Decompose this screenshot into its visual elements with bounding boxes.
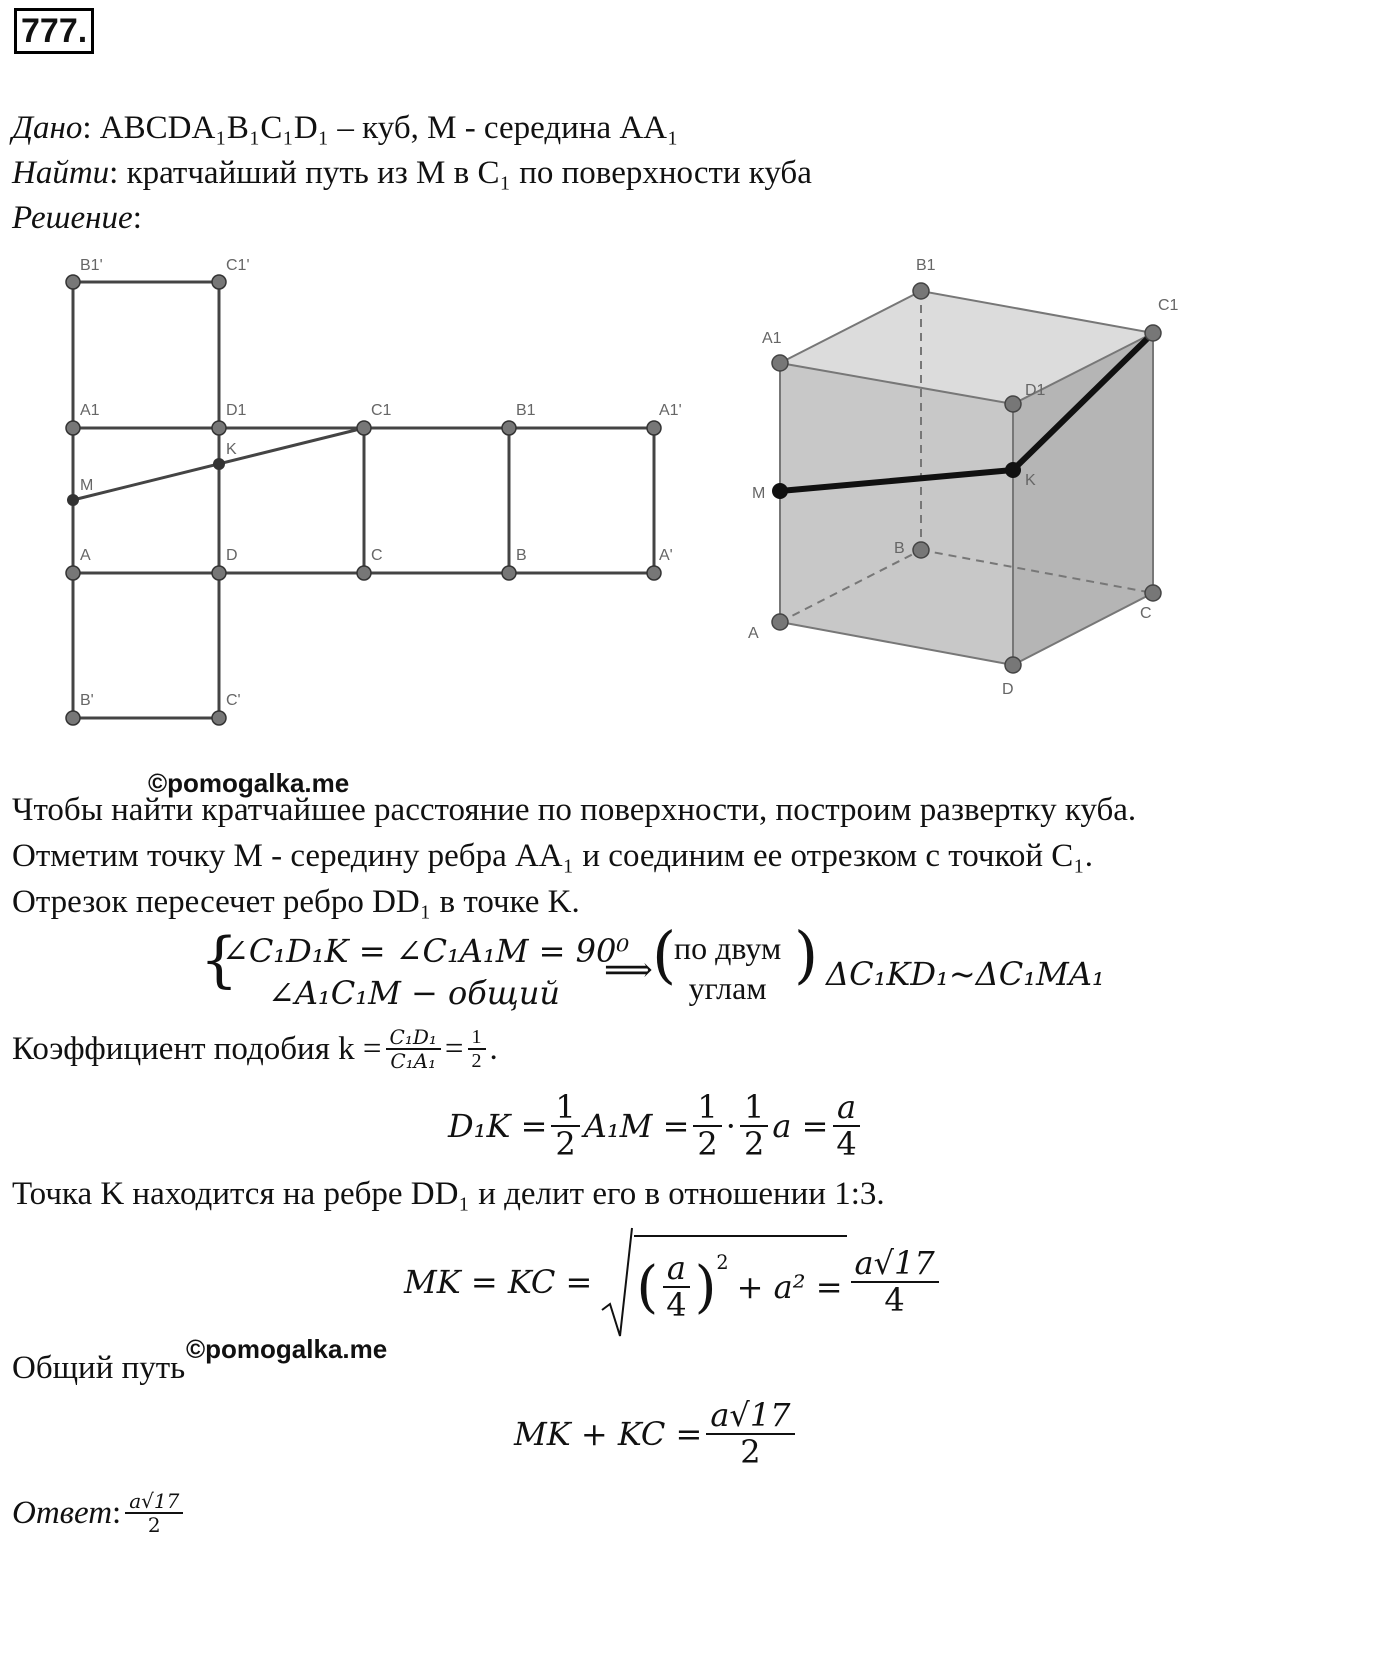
cube-label-d: D — [1002, 681, 1014, 698]
find-label: Найти — [12, 155, 110, 191]
paren-line-1: по двум — [674, 930, 782, 966]
net-point-c1p — [212, 275, 226, 289]
sqrt-sign — [600, 1224, 634, 1340]
net-label-c: C — [371, 547, 383, 564]
half-fraction-2: $\frac{1}{2}$ — [693, 1090, 721, 1162]
paren-right: ) — [794, 918, 819, 991]
given-label: Дано — [12, 110, 83, 146]
cube-point-a1 — [772, 355, 788, 371]
coefficient-line: Коэффициент подобия k = $\frac{\text{C₁D₁}}{\text{C₁A₁}}$ = $\frac{1}{2}$ . — [12, 1025, 498, 1073]
given-text: : ABCDA₁B₁C₁D₁ – куб, M - середина AA₁ — [82, 110, 679, 146]
d1k-equation — [448, 1090, 865, 1162]
answer-line: Ответ : $\frac{a√17}{2}$ — [12, 1490, 187, 1536]
net-label-cp: C' — [226, 692, 241, 709]
net-label-m: M — [80, 477, 94, 494]
net-label-ap: A' — [659, 547, 673, 564]
net-point-a — [66, 566, 80, 580]
system-brace: { — [200, 925, 239, 995]
point-k-text: Точка K находится на ребре DD₁ и делит его в отношении 1:3. — [12, 1176, 885, 1212]
coef-eq: = — [444, 1031, 464, 1067]
net-face-bottom — [73, 573, 219, 718]
net-label-a1p: A1' — [659, 402, 682, 419]
paren-left: ( — [652, 918, 677, 991]
similarity: ΔC₁KD₁~ΔC₁MA₁ — [826, 955, 1105, 993]
net-point-bp — [66, 711, 80, 725]
general-path-text: Общий путь — [12, 1350, 186, 1386]
mk-plus: + a² = — [736, 1268, 843, 1306]
answer-label: Ответ — [12, 1495, 113, 1531]
cube-face-front — [780, 363, 1013, 665]
paragraph-3: Отрезок пересечет ребро DD₁ в точке K. — [12, 884, 580, 920]
net-point-a1 — [66, 421, 80, 435]
system-block — [222, 930, 629, 1014]
net-label-c1p: C1' — [226, 257, 250, 274]
net-label-a: A — [80, 547, 91, 564]
find-text: : кратчайший путь из M в C₁ по поверхности куба — [109, 155, 812, 191]
cube-label-d1: D1 — [1025, 382, 1046, 399]
d1k-mid: A₁M = — [583, 1107, 690, 1146]
cube-label-c: C — [1140, 605, 1152, 622]
cube-point-k — [1005, 462, 1021, 478]
net-point-c1 — [357, 421, 371, 435]
net-point-c — [357, 566, 371, 580]
a-over-4-inner: $\frac{a}{4}$ — [662, 1251, 690, 1323]
solution-line: Решение: — [12, 200, 142, 236]
net-face-back — [509, 428, 654, 573]
net-point-cp — [212, 711, 226, 725]
d1k-lhs: D₁K = — [448, 1107, 548, 1146]
net-point-b — [502, 566, 516, 580]
net-point-a1p — [647, 421, 661, 435]
mk-lhs: MK = KC = — [404, 1263, 593, 1301]
net-label-c1: C1 — [371, 402, 392, 419]
coef-half-num: 1 — [468, 1026, 486, 1050]
cube-label-a: A — [748, 625, 759, 642]
cube-point-a — [772, 614, 788, 630]
solution-label: Решение — [12, 200, 133, 236]
cube-point-b — [913, 542, 929, 558]
cube-label-b: B — [894, 540, 905, 557]
d1k-end: a = — [772, 1107, 829, 1146]
net-label-d: D — [226, 547, 238, 564]
implies-arrow: ⟹ — [604, 950, 653, 990]
coef-num: C₁D₁ — [386, 1026, 441, 1050]
paragraph-1: Чтобы найти кратчайшее расстояние по поверхности, построим развертку куба. — [12, 792, 1137, 828]
net-point-ap — [647, 566, 661, 580]
cube-point-d1 — [1005, 396, 1021, 412]
net-point-d — [212, 566, 226, 580]
mk-equation — [404, 1224, 943, 1340]
coef-fraction — [386, 1026, 441, 1072]
cube-label-b1: B1 — [916, 257, 936, 274]
watermark-1: ©pomogalka.me — [148, 768, 350, 798]
net-label-k: K — [226, 441, 237, 458]
a-over-4: $\frac{a}{4}$ — [832, 1090, 860, 1162]
cube-point-b1 — [913, 283, 929, 299]
net-label-bp: B' — [80, 692, 94, 709]
net-label-d1: D1 — [226, 402, 247, 419]
coef-den: C₁A₁ — [390, 1049, 437, 1073]
half-fraction-1: $\frac{1}{2}$ — [551, 1090, 579, 1162]
net-face-left — [73, 428, 219, 573]
half-fraction-3: $\frac{1}{2}$ — [740, 1090, 768, 1162]
net-face-right — [364, 428, 509, 573]
coef-half-fraction — [468, 1026, 486, 1072]
cube-net-diagram — [0, 240, 720, 740]
net-label-b1p: B1' — [80, 257, 103, 274]
answer-fraction: $\frac{a√17}{2}$ — [125, 1490, 183, 1536]
net-label-a1: A1 — [80, 402, 100, 419]
cube-3d-diagram — [740, 240, 1200, 740]
net-label-b: B — [516, 547, 527, 564]
paragraph-2: Отметим точку M - середину ребра AA₁ и соединим ее отрезком с точкой C₁. — [12, 838, 1094, 874]
cube-point-d — [1005, 657, 1021, 673]
net-point-d1 — [212, 421, 226, 435]
cube-point-m — [772, 483, 788, 499]
system-line-1: ∠C₁D₁K = ∠C₁A₁M = 90⁰ — [222, 932, 630, 970]
problem-number: 777. — [14, 8, 94, 54]
paren-line-2: углам — [688, 970, 767, 1006]
watermark-2: ©pomogalka.me — [186, 1334, 388, 1364]
cube-point-c1 — [1145, 325, 1161, 341]
given-line — [12, 108, 679, 148]
total-equation — [514, 1398, 799, 1470]
total-lhs: MK + KC = — [514, 1415, 703, 1454]
result-fraction: $\frac{a√17}{4}$ — [851, 1246, 939, 1318]
net-point-b1 — [502, 421, 516, 435]
total-fraction: $\frac{a√17}{2}$ — [706, 1398, 794, 1470]
find-line — [12, 153, 812, 193]
coef-text: Коэффициент подобия k = — [12, 1031, 382, 1067]
net-point-b1p — [66, 275, 80, 289]
dot: · — [725, 1107, 736, 1146]
sqrt-content: ( $\frac{a}{4}$ ) $^2$ + a² = — [634, 1235, 846, 1323]
net-label-b1: B1 — [516, 402, 536, 419]
cube-label-c1: C1 — [1158, 297, 1179, 314]
net-point-k — [213, 458, 225, 470]
cube-label-a1: A1 — [762, 330, 782, 347]
net-face-front — [219, 428, 364, 573]
system-line-2: ∠A₁C₁M − общий — [268, 974, 561, 1012]
net-point-m — [67, 494, 79, 506]
cube-label-k: K — [1025, 472, 1036, 489]
cube-point-c — [1145, 585, 1161, 601]
paren-block — [674, 928, 781, 1008]
coef-half-den: 2 — [471, 1050, 482, 1072]
cube-label-m: M — [752, 485, 766, 502]
